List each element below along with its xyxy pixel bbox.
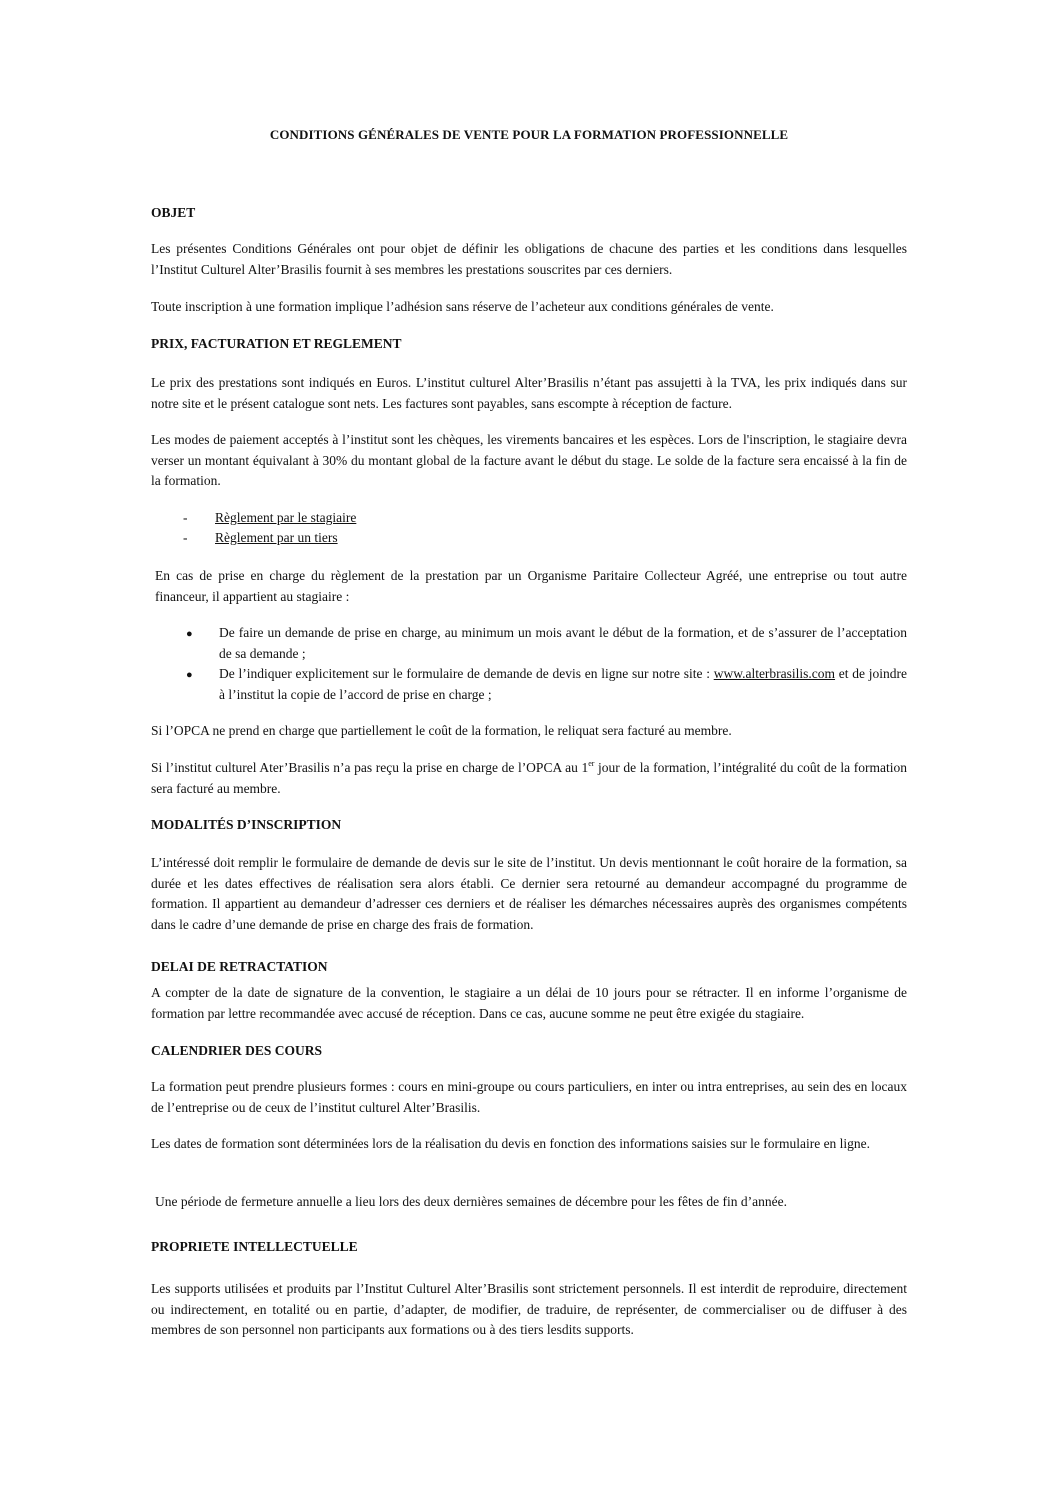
objet-paragraph-2: Toute inscription à une formation implique l’adhésion sans réserve de l’acheteur aux conditions générales de vente. <box>151 299 774 314</box>
website-link[interactable]: www.alterbrasilis.com <box>713 666 836 681</box>
prix-paragraph-4: Si l’OPCA ne prend en charge que partiellement le coût de la formation, le reliquat sera facturé au membre. <box>151 723 732 738</box>
objet-paragraph-1: Les présentes Conditions Générales ont pour objet de définir les obligations de chacune des parties et les conditions dans lesquelles l’Institut Culturel Alter’Brasilis fournit à ses membres les prestations souscrites par ces derniers. <box>151 241 907 277</box>
dash-item-stagiaire: Règlement par le stagiaire <box>215 510 357 525</box>
prix-paragraph-2: Les modes de paiement acceptés à l’institut sont les chèques, les virements bancaires et les espèces. Lors de l'inscription, le stagiaire devra verser un montant équivalant à 30% du montant global de la facture avant le début du stage. Le solde de la facture sera encaissé à la fin de la formation. <box>151 432 907 489</box>
dash-marker: - <box>183 530 188 545</box>
prix-paragraph-1: Le prix des prestations sont indiqués en Euros. L’institut culturel Alter’Brasilis n’étant pas assujetti à la TVA, les prix indiqués dans sur notre site et le présent catalogue sont nets. Les factures sont payables, sans escompte à réception de facture. <box>151 375 907 411</box>
prix-paragraph-3: En cas de prise en charge du règlement de la prestation par un Organisme Paritaire Collecteur Agréé, une entreprise ou tout autre financeur, il appartient au stagiaire : <box>155 568 907 604</box>
bullet-item-2 <box>219 664 907 705</box>
ordinal-superscript: er <box>588 759 595 768</box>
bullet-icon: ● <box>186 669 193 681</box>
heading-propriete: PROPRIETE INTELLECTUELLE <box>151 1239 358 1254</box>
prix-paragraph-5 <box>151 758 907 799</box>
heading-modalites: MODALITÉS D’INSCRIPTION <box>151 817 342 832</box>
heading-delai: DELAI DE RETRACTATION <box>151 959 328 974</box>
heading-prix: PRIX, FACTURATION ET REGLEMENT <box>151 336 402 351</box>
modalites-paragraph-1: L’intéressé doit remplir le formulaire de demande de devis sur le site de l’institut. Un devis mentionnant le coût horaire de la formation, sa durée et les dates effectives de réalisation sera alors établi. Ce dernier sera retourné au demandeur accompagné du programme de formation. Il appartient au demandeur d’adresser ces derniers et de réaliser les démarches nécessaires auprès des organismes compétents dans le cadre d’une demande de prise en charge des frais de formation. <box>151 855 907 932</box>
propriete-paragraph-1: Les supports utilisées et produits par l’Institut Culturel Alter’Brasilis sont strictement personnels. Il est interdit de reproduire, directement ou indirectement, en totalité ou en partie, d’adapter, de modifier, de traduire, de représenter, de commercialiser ou de diffuser à des membres de son personnel non participants aux formations ou à des tiers lesdits supports. <box>151 1281 907 1338</box>
prix-paragraph-5-text-end: jour de la formation, l’intégralité du coût de la formation sera facturé au membre. <box>151 760 907 796</box>
bullet-item-1: De faire un demande de prise en charge, au minimum un mois avant le début de la formation, et de s’assurer de l’acceptation de sa demande ; <box>219 625 907 661</box>
calendrier-paragraph-3: Une période de fermeture annuelle a lieu lors des deux dernières semaines de décembre pour les fêtes de fin d’année. <box>155 1194 787 1209</box>
bullet-item-2-text-end: et de joindre à l’institut la copie de l’accord de prise en charge ; <box>219 666 907 702</box>
calendrier-paragraph-2: Les dates de formation sont déterminées lors de la réalisation du devis en fonction des informations saisies sur le formulaire en ligne. <box>151 1136 871 1151</box>
heading-calendrier: CALENDRIER DES COURS <box>151 1043 323 1058</box>
calendrier-paragraph-1: La formation peut prendre plusieurs formes : cours en mini-groupe ou cours particuliers, en inter ou intra entreprises, au sein des en locaux de l’entreprise ou de ceux de l’institut culturel Alter’Brasilis. <box>151 1079 907 1115</box>
dash-item-tiers: Règlement par un tiers <box>215 530 338 545</box>
dash-marker: - <box>183 510 188 525</box>
prix-paragraph-5-text: Si l’institut culturel Ater’Brasilis n’a pas reçu la prise en charge de l’OPCA au 1 <box>151 760 589 775</box>
bullet-icon: ● <box>186 628 193 640</box>
delai-paragraph-1: A compter de la date de signature de la convention, le stagiaire a un délai de 10 jours pour se rétracter. Il en informe l’organisme de formation par lettre recommandée avec accusé de réception. Dans ce cas, aucune somme ne peut être exigée du stagiaire. <box>151 985 907 1021</box>
heading-objet: OBJET <box>151 205 196 220</box>
bullet-item-2-text: De l’indiquer explicitement sur le formulaire de demande de devis en ligne sur notre site : <box>219 666 714 681</box>
document-title: CONDITIONS GÉNÉRALES DE VENTE POUR LA FORMATION PROFESSIONNELLE <box>269 127 789 142</box>
